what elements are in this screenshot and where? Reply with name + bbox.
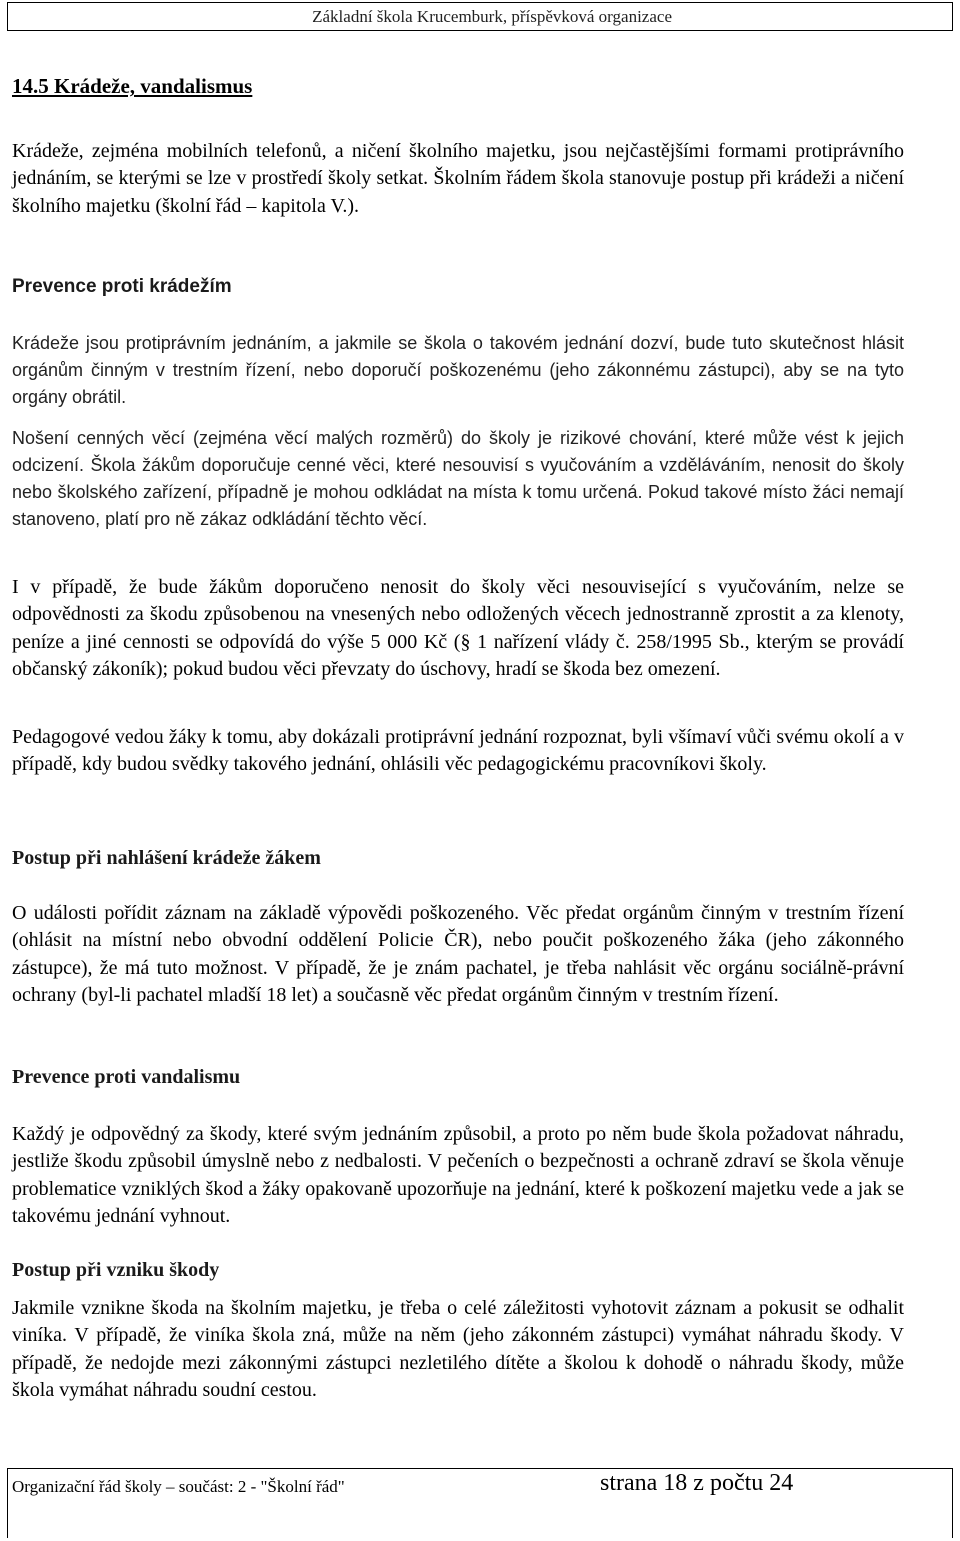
heading-theft-reporting: Postup při nahlášení krádeže žákem — [12, 847, 321, 869]
intro-paragraph: Krádeže, zejména mobilních telefonů, a ničení školního majetku, jsou nejčastějšími formami protiprávního jednáním, se kterými se lze v prostředí školy setkat. Školním řádem škola stanovuje postup při krádeži a ničení školního majetku (školní řád – kapitola V.). — [12, 140, 904, 217]
footer-page-number: strana 18 z počtu 24 — [600, 1470, 794, 1496]
reporting-paragraph: O události pořídit záznam na základě výpovědi poškozeného. Věc předat orgánům činným v trestním řízení (ohlásit na místní nebo obvodní oddělení Policie ČR), nebo poučit poškozeného žáka (jeho zákonného zástupce), že má tuto možnost. V případě, že je znám pachatel, je třeba nahlásit věc orgánu sociálně-právní ochrany (byl-li pachatel mladší 18 let) a současně věc předat orgánům činným v trestním řízení. — [12, 902, 904, 1006]
section-title: 14.5 Krádeže, vandalismus — [12, 74, 253, 98]
footer-document-name: Organizační řád školy – součást: 2 - "Školní řád" — [12, 1477, 345, 1496]
heading-damage-procedure: Postup při vzniku škody — [12, 1259, 220, 1281]
theft-paragraph-4: Pedagogové vedou žáky k tomu, aby dokázali protiprávní jednání rozpoznat, byli všímaví vůči svému okolí a v případě, kdy budou svědky takového jednání, ohlásili věc pedagogickému pracovníkovi školy. — [12, 726, 904, 776]
damage-paragraph: Jakmile vznikne škoda na školním majetku, je třeba o celé záležitosti vyhotovit záznam a pokusit se odhalit viníka. V případě, že viníka škola zná, může na něm (jeho zákonném zástupci) vymáhat náhradu škody. V případě, že nedojde mezi zákonnými zástupci nezletilého dítěte a školou k dohodě o náhradu škody, může škola vymáhat náhradu soudní cestou. — [12, 1297, 904, 1401]
theft-paragraph-1: Krádeže jsou protiprávním jednáním, a jakmile se škola o takovém jednání dozví, bude tuto skutečnost hlásit orgánům činným v trestním řízení, nebo doporučí poškozenému (jeho zákonnému zástupci), aby se na tyto orgány obrátil. — [12, 333, 904, 407]
vandalism-paragraph: Každý je odpovědný za škody, které svým jednáním způsobil, a proto po něm bude škola požadovat náhradu, jestliže škodu způsobil úmyslně nebo z nedbalosti. V pečeních o bezpečnosti a ochraně zdraví se škola věnuje problematice vzniklých škod a žáky opakovaně upozorňuje na jednání, které k poškození majetku vede a jak se takovému jednání vyhnout. — [12, 1123, 904, 1227]
theft-paragraph-2: Nošení cenných věcí (zejména věcí malých rozměrů) do školy je rizikové chování, které může vést k jejich odcizení. Škola žákům doporučuje cenné věci, které nesouvisí s vyučováním a vzděláváním, nenosit do školy nebo školského zařízení, případně je mohou odkládat na místa k tomu určená. Pokud takové místo žáci nemají stanoveno, platí pro ně zákaz odkládání těchto věcí. — [12, 428, 904, 529]
theft-paragraph-3: I v případě, že bude žákům doporučeno nenosit do školy věci nesouvisející s vyučováním, nelze se odpovědnosti za škodu způsobenou na vnesených nebo odložených věcech jednostranně zprostit a za klenoty, peníze a jiné cennosti se odpovídá do výše 5 000 Kč (§ 1 nařízení vlády č. 258/1995 Sb., kterým se provádí občanský zákoník); pokud budou věci převzaty do úschovy, hradí se škoda bez omezení. — [12, 576, 904, 680]
heading-prevention-theft: Prevence proti krádežím — [12, 276, 232, 297]
page-header — [7, 2, 953, 31]
heading-prevention-vandalism: Prevence proti vandalismu — [12, 1066, 241, 1088]
header-organization: Základní škola Krucemburk, příspěvková organizace — [312, 7, 672, 26]
